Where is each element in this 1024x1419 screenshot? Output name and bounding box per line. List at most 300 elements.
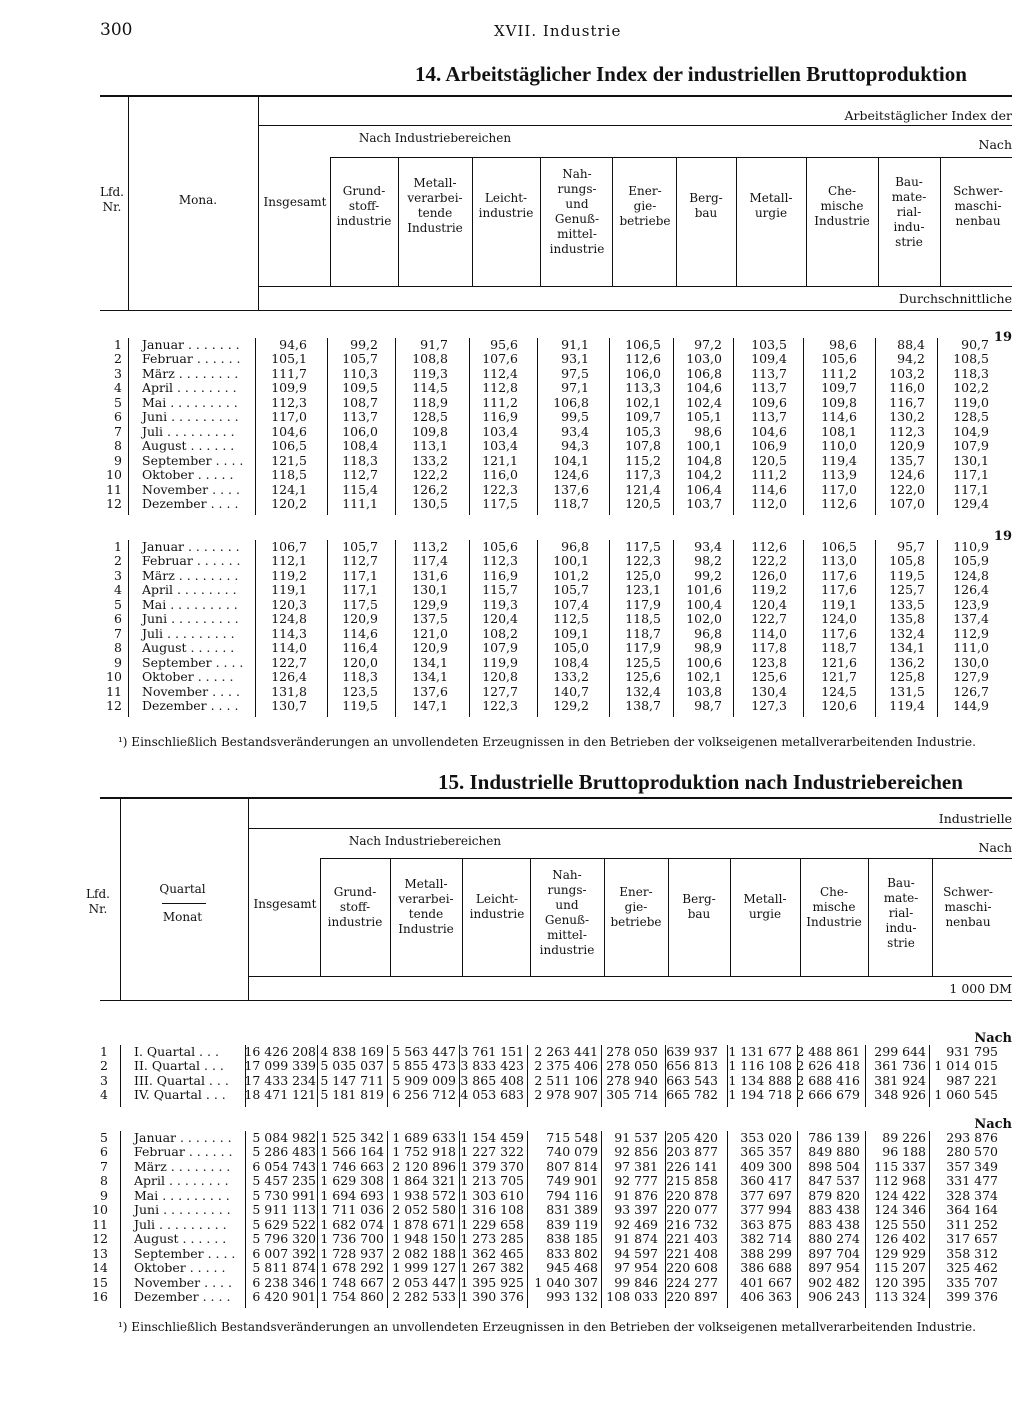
table-cell: 131,5	[889, 683, 925, 699]
row-number: 9	[114, 654, 122, 670]
rule-line	[100, 95, 1012, 97]
row-label: September . . . .	[142, 452, 244, 468]
table-cell: 838 185	[546, 1231, 598, 1247]
table-cell: 364 164	[946, 1202, 998, 1218]
table-row	[0, 454, 1024, 468]
table-cell: 102,4	[686, 394, 722, 410]
table-cell: 117,5	[482, 495, 518, 511]
table-cell: 120,5	[625, 495, 661, 511]
header-line: Che-	[819, 884, 849, 899]
header-line: industrie	[549, 242, 605, 256]
table-cell: 112,0	[751, 495, 787, 511]
table-cell: 104,6	[271, 423, 307, 439]
table-cell: 130,1	[412, 582, 448, 598]
table-cell: 104,2	[686, 467, 722, 483]
page-number: 300	[100, 20, 133, 40]
table-cell: 1 748 667	[320, 1274, 384, 1290]
table-cell: 118,3	[953, 365, 989, 381]
table-cell: 119,2	[751, 582, 787, 598]
table-cell: 90,7	[961, 337, 989, 352]
table-row	[0, 583, 1024, 597]
table-cell: 118,7	[821, 640, 857, 656]
table-cell: 118,7	[625, 625, 661, 641]
row-number: 15	[92, 1274, 108, 1290]
table-cell: 108,7	[342, 394, 378, 410]
table-row	[0, 612, 1024, 626]
table-cell: 94,3	[561, 438, 589, 454]
table-cell: 1 227 322	[460, 1144, 524, 1160]
row-label: Oktober . . . . .	[142, 669, 234, 685]
table-row	[0, 540, 1024, 554]
table-cell: 97,1	[561, 380, 589, 396]
table-row	[0, 410, 1024, 424]
table-cell: 123,5	[342, 683, 378, 699]
table-cell: 1 134 888	[728, 1072, 792, 1088]
table-cell: 138,7	[625, 697, 661, 713]
table-cell: 945 468	[546, 1260, 598, 1276]
table-cell: 109,6	[751, 394, 787, 410]
row-label: März . . . . . . . .	[142, 567, 239, 583]
table-cell: 119,5	[342, 697, 378, 713]
row-number: 5	[114, 596, 122, 612]
table-cell: 879 820	[808, 1187, 860, 1203]
table-cell: 278 050	[606, 1044, 658, 1059]
unit-label: Durchschnittliche	[898, 291, 1012, 306]
table-cell: 105,1	[686, 409, 722, 425]
table-cell: 126,4	[271, 669, 307, 685]
rule-line	[100, 310, 1012, 311]
table-cell: 1 689 633	[392, 1130, 456, 1145]
table-cell: 130,5	[412, 495, 448, 511]
row-number: 10	[92, 1202, 108, 1218]
table-cell: 122,7	[751, 611, 787, 627]
table-cell: 1 728 937	[320, 1245, 384, 1261]
table-cell: 1 938 572	[392, 1187, 456, 1203]
row-number: 6	[114, 611, 122, 627]
chapter-title: XVII. Industrie	[494, 22, 622, 40]
table-cell: 117,4	[412, 553, 448, 569]
header-line: Schwer-	[953, 183, 1003, 198]
header-line: Metall-	[404, 877, 448, 891]
table-cell: 125,6	[751, 669, 787, 685]
table-cell: 112,3	[271, 394, 307, 410]
table-cell: 133,2	[553, 669, 589, 685]
row-label: Mai . . . . . . . . .	[142, 394, 238, 410]
table-cell: 883 438	[808, 1202, 860, 1218]
table-cell: 91 876	[614, 1187, 658, 1203]
table-cell: 121,7	[821, 669, 857, 685]
table-row	[0, 1145, 1024, 1159]
header-line: stoff-	[339, 899, 371, 914]
table-cell: 993 132	[546, 1288, 598, 1304]
row-label: Februar . . . . . .	[142, 553, 241, 569]
row-label: März . . . . . . . .	[134, 1158, 231, 1174]
table-cell: 5 909 009	[392, 1072, 456, 1088]
row-label: April . . . . . . . .	[142, 380, 237, 396]
table-cell: 117,6	[821, 567, 857, 583]
table15-title: 15. Industrielle Bruttoproduktion nach Industriebereichen	[438, 770, 963, 794]
table-cell: 106,5	[821, 539, 857, 554]
header-line: Metall-	[749, 191, 793, 205]
table-cell: 1 999 127	[392, 1260, 456, 1276]
header-line: indu-	[893, 219, 925, 234]
row-label: November . . . .	[134, 1274, 232, 1290]
table-cell: 5 730 991	[252, 1187, 316, 1203]
table-cell: 5 796 320	[252, 1231, 316, 1247]
table-cell: 118,7	[553, 495, 589, 511]
table-row	[0, 483, 1024, 497]
table-cell: 99,2	[694, 567, 722, 583]
table-cell: 5 181 819	[320, 1087, 384, 1103]
table-cell: 3 761 151	[460, 1044, 524, 1059]
row-number: 2	[100, 1058, 108, 1074]
table-cell: 96,8	[694, 625, 722, 641]
table-cell: 122,2	[751, 553, 787, 569]
row-label: Juni . . . . . . . . .	[142, 409, 239, 425]
nach-label: Nach	[978, 840, 1012, 855]
table-cell: 656 813	[666, 1058, 718, 1074]
table-cell: 665 782	[666, 1087, 718, 1103]
table-cell: 17 433 234	[244, 1072, 316, 1088]
table-cell: 382 714	[740, 1231, 792, 1247]
table-cell: 1 736 700	[320, 1231, 384, 1247]
table-cell: 120,9	[412, 640, 448, 656]
table-row	[0, 598, 1024, 612]
header-line: mittel-	[547, 928, 587, 942]
table-cell: 125,0	[625, 567, 661, 583]
table-cell: 118,3	[342, 669, 378, 685]
header-line: industrie	[539, 943, 595, 957]
table14-title: 14. Arbeitstäglicher Index der industriellen Bruttoproduktion	[415, 62, 967, 86]
table-cell: 331 477	[946, 1173, 998, 1189]
row-number: 11	[106, 683, 122, 699]
table-row	[0, 569, 1024, 583]
table-cell: 114,6	[342, 625, 378, 641]
header-line: und	[555, 898, 579, 912]
table-cell: 115 207	[874, 1260, 926, 1276]
table-cell: 97,2	[694, 337, 722, 352]
table-cell: 126,2	[412, 481, 448, 497]
table-cell: 97 381	[614, 1158, 658, 1174]
table-cell: 130,1	[953, 452, 989, 468]
table-cell: 137,6	[412, 683, 448, 699]
table-cell: 109,8	[821, 394, 857, 410]
table-cell: 89 226	[882, 1130, 926, 1145]
table-cell: 401 667	[740, 1274, 792, 1290]
header-line: Industrie	[806, 914, 862, 929]
table-cell: 2 052 580	[392, 1202, 456, 1218]
table-cell: 2 511 106	[534, 1072, 598, 1088]
table-cell: 128,5	[412, 409, 448, 425]
row-label: Februar . . . . . .	[142, 351, 241, 367]
table-cell: 1 754 860	[320, 1288, 384, 1304]
table-cell: 106,7	[271, 539, 307, 554]
index-top-label: Industrielle	[938, 811, 1012, 826]
table-cell: 126,4	[953, 582, 989, 598]
table-cell: 117,8	[751, 640, 787, 656]
table-cell: 122,0	[889, 481, 925, 497]
table-cell: 120,3	[271, 596, 307, 612]
table-cell: 897 704	[808, 1245, 860, 1261]
table-cell: 2 082 188	[392, 1245, 456, 1261]
table-cell: 113,2	[412, 539, 448, 554]
table-row	[0, 699, 1024, 713]
row-label: IV. Quartal . . .	[134, 1087, 226, 1103]
table-cell: 112,1	[271, 553, 307, 569]
table-cell: 120 395	[874, 1274, 926, 1290]
table-cell: 125 550	[874, 1216, 926, 1232]
table-cell: 105,8	[889, 553, 925, 569]
table-cell: 6 238 346	[252, 1274, 316, 1290]
table-cell: 122,3	[482, 481, 518, 497]
table-cell: 839 119	[546, 1216, 598, 1232]
table-cell: 132,4	[625, 683, 661, 699]
header-line: Che-	[827, 183, 857, 198]
table-cell: 906 243	[808, 1288, 860, 1304]
table-row	[0, 381, 1024, 395]
table-cell: 108,1	[821, 423, 857, 439]
table-cell: 101,2	[553, 567, 589, 583]
row-label: Oktober . . . . .	[142, 467, 234, 483]
table-cell: 123,1	[625, 582, 661, 598]
table-cell: 109,7	[821, 380, 857, 396]
table-cell: 121,1	[482, 452, 518, 468]
table-cell: 117,1	[953, 467, 989, 483]
table-cell: 121,0	[412, 625, 448, 641]
table-cell: 119,1	[271, 582, 307, 598]
table-cell: 1 060 545	[934, 1087, 998, 1103]
table-cell: 103,4	[482, 423, 518, 439]
table-cell: 105,7	[342, 351, 378, 367]
table-cell: 108,4	[342, 438, 378, 454]
table-cell: 113,0	[821, 553, 857, 569]
table-cell: 221 403	[666, 1231, 718, 1247]
table-row	[0, 685, 1024, 699]
table-cell: 1 566 164	[320, 1144, 384, 1160]
table-cell: 5 457 235	[252, 1173, 316, 1189]
table-cell: 124,6	[889, 467, 925, 483]
table-row	[0, 1203, 1024, 1217]
table-cell: 123,8	[751, 654, 787, 670]
column-divider	[120, 797, 121, 1000]
table-cell: 113,7	[342, 409, 378, 425]
table-cell: 104,9	[953, 423, 989, 439]
table-row	[0, 627, 1024, 641]
table-cell: 127,9	[953, 669, 989, 685]
table-cell: 113,7	[751, 365, 787, 381]
table-cell: 5 811 874	[252, 1260, 316, 1276]
table-cell: 130,2	[889, 409, 925, 425]
table-cell: 110,9	[953, 539, 989, 554]
header-line: strie	[887, 935, 915, 950]
table-cell: 786 139	[808, 1130, 860, 1145]
table-cell: 119,3	[412, 365, 448, 381]
header-line: rial-	[888, 905, 914, 920]
table-cell: 1 014 015	[934, 1058, 998, 1074]
table-cell: 124,0	[821, 611, 857, 627]
table-cell: 118,3	[342, 452, 378, 468]
table-cell: 93,1	[561, 351, 589, 367]
row-number: 12	[106, 697, 122, 713]
table-cell: 100,4	[686, 596, 722, 612]
header-line: indu-	[885, 920, 917, 935]
table-cell: 137,6	[553, 481, 589, 497]
table-cell: 113,3	[625, 380, 661, 396]
row-label: August . . . . . .	[134, 1231, 227, 1247]
table-cell: 381 924	[874, 1072, 926, 1088]
table-cell: 100,6	[686, 654, 722, 670]
table-cell: 114,6	[821, 409, 857, 425]
header-line: Berg-	[682, 892, 716, 906]
table-cell: 116,4	[342, 640, 378, 656]
row-number: 5	[114, 394, 122, 410]
table-cell: 118,9	[412, 394, 448, 410]
table-cell: 103,2	[889, 365, 925, 381]
table-cell: 114,0	[751, 625, 787, 641]
header-line: Industrie	[398, 922, 454, 936]
unit-label: 1 000 DM	[949, 981, 1012, 996]
table-cell: 107,9	[953, 438, 989, 454]
table-cell: 109,4	[751, 351, 787, 367]
table-cell: 91 874	[614, 1231, 658, 1247]
table-cell: 116,7	[889, 394, 925, 410]
table-cell: 116,9	[482, 567, 518, 583]
table-cell: 749 901	[546, 1173, 598, 1189]
table-row	[0, 1059, 1024, 1073]
header-line: Bau-	[887, 875, 915, 890]
table-cell: 98,9	[694, 640, 722, 656]
table-cell: 2 626 418	[796, 1058, 860, 1074]
table-cell: 108,2	[482, 625, 518, 641]
table-cell: 129,9	[412, 596, 448, 612]
table-cell: 106,5	[271, 438, 307, 454]
table-cell: 377 994	[740, 1202, 792, 1218]
table-cell: 99,2	[350, 337, 378, 352]
table-cell: 6 256 712	[392, 1087, 456, 1103]
header-line: gie-	[633, 198, 657, 213]
row-number: 5	[100, 1130, 108, 1145]
table-cell: 5 629 522	[252, 1216, 316, 1232]
header-line: Genuß-	[544, 913, 590, 927]
header-line: Nah-	[562, 167, 592, 181]
table-cell: 111,2	[751, 467, 787, 483]
table-cell: 388 299	[740, 1245, 792, 1261]
row-label: Februar . . . . . .	[134, 1144, 233, 1160]
column-divider	[736, 157, 737, 286]
table-cell: 112,6	[821, 495, 857, 511]
row-number: 10	[106, 467, 122, 483]
table-cell: 120,6	[821, 697, 857, 713]
table-cell: 120,4	[482, 611, 518, 627]
row-label: Juli . . . . . . . . .	[142, 625, 235, 641]
table-cell: 133,2	[412, 452, 448, 468]
table-cell: 92 469	[614, 1216, 658, 1232]
table-cell: 280 570	[946, 1144, 998, 1160]
table-row	[0, 1247, 1024, 1261]
row-number: 1	[114, 539, 122, 554]
row-label: August . . . . . .	[142, 438, 235, 454]
table-cell: 136,2	[889, 654, 925, 670]
index-top-label: Arbeitstäglicher Index der	[844, 108, 1012, 123]
row-label: November . . . .	[142, 481, 240, 497]
table-cell: 105,6	[482, 539, 518, 554]
table-cell: 1 131 677	[728, 1044, 792, 1059]
table-cell: 1 116 108	[728, 1058, 792, 1074]
table-cell: 103,8	[686, 683, 722, 699]
table-cell: 3 833 423	[460, 1058, 524, 1074]
table-cell: 663 543	[666, 1072, 718, 1088]
table-cell: 115,4	[342, 481, 378, 497]
table-cell: 2 282 533	[392, 1288, 456, 1304]
header-line: mate-	[891, 189, 927, 204]
row-number: 7	[114, 423, 122, 439]
table-cell: 112,4	[482, 365, 518, 381]
table-cell: 6 420 901	[252, 1288, 316, 1304]
block-year-label: Nach	[974, 1117, 1012, 1132]
table-cell: 847 537	[808, 1173, 860, 1189]
table-cell: 121,5	[271, 452, 307, 468]
row-number: 12	[106, 495, 122, 511]
row-number: 2	[114, 351, 122, 367]
table-cell: 140,7	[553, 683, 589, 699]
table-cell: 1 273 285	[460, 1231, 524, 1247]
table-cell: 399 376	[946, 1288, 998, 1304]
table-row	[0, 1160, 1024, 1174]
row-number: 13	[92, 1245, 108, 1261]
table-cell: 2 978 907	[534, 1087, 598, 1103]
row-number: 3	[100, 1072, 108, 1088]
table-cell: 92 856	[614, 1144, 658, 1160]
table-cell: 120,5	[751, 452, 787, 468]
table-cell: 108 033	[606, 1288, 658, 1304]
table-cell: 1 267 382	[460, 1260, 524, 1276]
monat-header: Monat	[162, 910, 203, 924]
group-header: Nach Industriebereichen	[358, 131, 512, 145]
table-cell: 220 878	[666, 1187, 718, 1203]
table-cell: 18 471 121	[244, 1087, 316, 1103]
footnote: ¹) Einschließlich Bestandsveränderungen an unvollendeten Erzeugnissen in den Betrieben der volkseigenen metallverarbeitenden Industrie.	[118, 1320, 976, 1334]
header-line: Ener-	[619, 884, 653, 899]
row-number: 6	[100, 1144, 108, 1160]
table-cell: 95,7	[897, 539, 925, 554]
row-number: 8	[114, 640, 122, 656]
row-label: Januar . . . . . . .	[142, 539, 240, 554]
header-line: strie	[895, 234, 923, 249]
table-cell: 118,5	[271, 467, 307, 483]
table-cell: 115,7	[482, 582, 518, 598]
row-number: 2	[114, 553, 122, 569]
table-cell: 328 374	[946, 1187, 998, 1203]
header-line: maschi-	[954, 198, 1002, 213]
table-cell: 123,9	[953, 596, 989, 612]
table-cell: 1 948 150	[392, 1231, 456, 1247]
header-line: Lfd.	[86, 887, 110, 901]
table-cell: 406 363	[740, 1288, 792, 1304]
table-cell: 115 337	[874, 1158, 926, 1174]
table-cell: 4 838 169	[320, 1044, 384, 1059]
table-cell: 1 525 342	[320, 1130, 384, 1145]
table-cell: 127,7	[482, 683, 518, 699]
row-number: 16	[92, 1288, 108, 1304]
table-cell: 409 300	[740, 1158, 792, 1174]
table-cell: 124,1	[271, 481, 307, 497]
row-label: September . . . .	[142, 654, 244, 670]
table-cell: 715 548	[546, 1130, 598, 1145]
table-row	[0, 1276, 1024, 1290]
table-cell: 103,0	[686, 351, 722, 367]
rule-line	[320, 858, 1012, 859]
table-cell: 120,2	[271, 495, 307, 511]
